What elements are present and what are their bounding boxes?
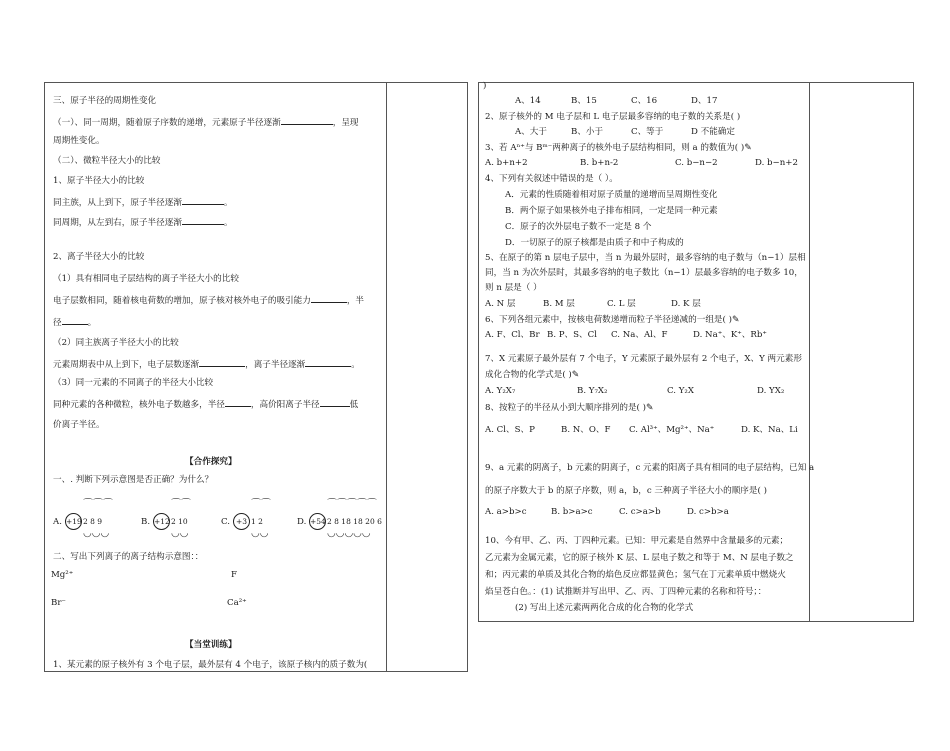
shell-arcs-icon: ⌒⌒ [171, 499, 191, 510]
option: C. L 层 [607, 299, 636, 309]
question-text: 的原子序数大于 b 的原子序数，则 a，b，c 三种离子半径大小的顺序是( ) [485, 486, 767, 496]
question-text: 5、在原子的第 n 层电子层中，当 n 为最外层时，最多容纳的电子数与（n−1）层相 [485, 253, 806, 263]
option: A. b+n+2 [485, 158, 528, 168]
atom-diagram-b [141, 495, 211, 543]
option: B、15 [571, 96, 597, 106]
question-text: 和；丙元素的单质及其化合物的焰色反应都显黄色；氢气在丁元素单质中燃烧火 [485, 570, 786, 580]
question-text: 一、. 判断下列示意图是否正确？为什么？ [53, 475, 214, 485]
fill-blank[interactable] [182, 196, 224, 205]
subsection-title: （二）、微粒半径大小的比较 [53, 156, 161, 166]
right-page-frame [478, 82, 914, 622]
ion-label-ca: Ca²⁺ [227, 598, 247, 608]
text: 。 [87, 318, 97, 328]
option: B. M 层 [543, 299, 575, 309]
text-line: 1、原子半径大小的比较 [53, 176, 145, 186]
question-text: 同，当 n 为次外层时，其最多容纳的电子数比（n−1）层最多容纳的电子数多 10， [485, 268, 803, 278]
question-text: 9、a 元素的阴离子，b 元素的阴离子，c 元素的阳离子具有相同的电子层结构，已知 a [485, 463, 815, 473]
text: 同周期，从左到右，原子半径逐渐 [53, 218, 182, 228]
option-row [485, 330, 767, 341]
question-text: 二、写出下列离子的离子结构示意图：： [53, 552, 204, 562]
electron-counts: 2 8 18 18 20 6 [327, 517, 382, 526]
ion-label-mg: Mg²⁺ [51, 570, 74, 580]
option: D 不能确定 [691, 127, 735, 137]
fill-blank[interactable] [182, 216, 224, 225]
shell-arcs-icon: ⌒⌒⌒⌒⌒ [327, 499, 377, 510]
left-page-frame [44, 82, 468, 672]
pen-mark-icon: ✎ [571, 370, 580, 380]
ion-label-f: F [231, 570, 237, 580]
text: 8、按粒子的半径从小到大顺序排列的是( ) [485, 403, 646, 413]
section-title: 三、原子半径的周期性变化 [53, 96, 157, 106]
option: D. YX₂ [757, 386, 785, 396]
fill-blank[interactable] [62, 316, 88, 325]
option-row [485, 386, 784, 397]
fill-blank[interactable] [305, 358, 351, 367]
electron-counts: 2 8 9 [83, 517, 103, 526]
text: 6、下列各组元素中，按核电荷数递增而粒子半径递减的一组是( ) [485, 315, 732, 325]
text: ，高价阳离子半径 [250, 400, 320, 410]
question-text: 2、原子核外的 M 电子层和 L 电子层最多容纳的电子数的关系是( ) [485, 112, 741, 122]
option-row [485, 425, 798, 436]
text: ，半 [346, 296, 365, 306]
left-margin-divider [386, 83, 387, 671]
shell-arcs-icon: ◡◡ [171, 528, 189, 539]
option-row [515, 127, 735, 138]
text: 径 [53, 318, 62, 328]
text-line [53, 116, 359, 129]
shell-arcs-icon: ◡◡ [251, 528, 269, 539]
fill-blank[interactable] [281, 116, 333, 125]
option: C. Al³⁺、Mg²⁺、Na⁺ [629, 425, 715, 435]
option: B. b>a>c [551, 507, 593, 517]
option: B. Y₇X₂ [577, 386, 608, 396]
atom-diagram-a [53, 495, 133, 543]
text-line [53, 196, 233, 209]
text-line: （1）具有相同电子层结构的离子半径大小的比较 [53, 274, 239, 284]
option: A、14 [515, 96, 541, 106]
option: C. Na、Al、F [611, 330, 668, 340]
option-label: C. [221, 517, 231, 527]
text: 电子层数相同，随着核电荷数的增加，原子核对核外电子的吸引能力 [53, 296, 311, 306]
section-heading-practice: 【当堂训练】 [185, 640, 237, 650]
option: A. Cl、S、P [485, 425, 535, 435]
fill-blank[interactable] [225, 398, 251, 407]
text: 3、若 Aⁿ⁺与 Bᵐ⁻两种离子的核外电子层结构相同，则 a 的数值为( ) [485, 143, 745, 153]
option: A. Y₂X₇ [485, 386, 516, 396]
text: 同主族，从上到下，原子半径逐渐 [53, 198, 182, 208]
pen-mark-icon: ✎ [744, 143, 752, 153]
ion-label-br: Br⁻ [51, 598, 66, 608]
text-line [53, 216, 233, 229]
option: C．原子的次外层电子数不一定是 8 个 [505, 222, 652, 232]
option-label: B. [141, 517, 151, 527]
text-line: 2、离子半径大小的比较 [53, 252, 145, 262]
question-text [485, 143, 752, 154]
fill-blank[interactable] [199, 358, 245, 367]
pen-mark-icon: ✎ [646, 403, 654, 413]
shell-arcs-icon: ◡◡◡ [83, 528, 110, 539]
text-line [53, 358, 360, 371]
question-text: (2) 写出上述元素两两化合成的化合物的化学式 [515, 603, 694, 613]
text: ) [483, 81, 487, 91]
option: C. b−n−2 [675, 158, 718, 168]
text-line: （2）同主族离子半径大小的比较 [53, 338, 179, 348]
question-text [485, 403, 654, 414]
option-label: A. [53, 517, 62, 527]
question-text: 7、X 元素原子最外层有 7 个电子，Y 元素原子最外层有 2 个电子，X、Y 两元素形 [485, 354, 802, 364]
option: D. Na⁺、K⁺、Rb⁺ [693, 330, 767, 340]
text: ，离子半径逐渐 [245, 360, 306, 370]
option: B. N、O、F [561, 425, 611, 435]
option: A. F、Cl、Br [485, 330, 540, 340]
option-row [485, 158, 798, 169]
question-text: 4、下列有关叙述中错误的是（ ）。 [485, 174, 618, 184]
section-heading-coop: 【合作探究】 [185, 457, 237, 467]
electron-counts: 1 2 [251, 517, 263, 526]
nucleus: +54 [309, 513, 326, 530]
option: C. c>a>b [619, 507, 661, 517]
option: A. N 层 [485, 299, 516, 309]
shell-arcs-icon: ◡◡◡◡◡ [327, 528, 371, 539]
question-text: 10、今有甲、乙、丙、丁四种元素。已知：甲元素是自然界中含量最多的元素； [485, 536, 789, 546]
option: D. b−n+2 [755, 158, 798, 168]
option: D．一切原子的原子核都是由质子和中子构成的 [505, 238, 684, 248]
option: D. K 层 [671, 299, 701, 309]
question-text [485, 315, 739, 326]
option: A、大于 [515, 127, 547, 137]
option: B. b+n-2 [580, 158, 619, 168]
text-line: 价离子半径。 [53, 420, 105, 430]
atom-diagram-c [221, 495, 281, 543]
option: D、17 [691, 96, 718, 106]
option-row [515, 96, 717, 107]
question-text: 则 n 层是（ ） [485, 283, 542, 293]
nucleus: +12 [153, 513, 170, 530]
option-row [485, 299, 701, 310]
option: C. Y₂X [667, 386, 694, 396]
option: A. a>b>c [485, 507, 527, 517]
question-text: 乙元素为金属元素，它的原子核外 K 层、L 层电子数之和等于 M、N 层电子数之 [485, 553, 794, 563]
text: 低 [349, 400, 359, 410]
question-text: 焰呈苍白色。：(1) 试推断并写出甲、乙、丙、丁四种元素的名称和符号；： [485, 587, 767, 597]
option: A．元素的性质随着相对原子质量的递增而呈周期性变化 [505, 190, 718, 200]
question-text: 1、某元素的原子核外有 3 个电子层，最外层有 4 个电子，该原子核内的质子数为( [53, 660, 368, 670]
option: D. c>b>a [687, 507, 729, 517]
atom-diagram-d [297, 495, 385, 543]
text: 元素周期表中从上到下，电子层数逐渐 [53, 360, 200, 370]
fill-blank[interactable] [311, 294, 347, 303]
text-line: 周期性变化。 [53, 136, 105, 146]
text-line: （3）同一元素的不同离子的半径大小比较 [53, 378, 214, 388]
option-row [485, 507, 729, 518]
nucleus: +19 [65, 513, 82, 530]
text: 同种元素的各种微粒，核外电子数越多，半径 [53, 400, 225, 410]
option: C、等于 [631, 127, 664, 137]
option: B. P、S、Cl [547, 330, 597, 340]
fill-blank[interactable] [320, 398, 350, 407]
option: B、小于 [571, 127, 604, 137]
text: （一）、同一周期，随着原子序数的递增，元素原子半径逐渐 [53, 118, 281, 128]
text: ，呈现 [332, 118, 359, 128]
question-text [485, 370, 579, 381]
text-line [53, 398, 358, 411]
text-line [53, 316, 96, 329]
text: 。 [223, 218, 233, 228]
electron-counts: 2 10 [171, 517, 188, 526]
shell-arcs-icon: ⌒⌒ [251, 499, 271, 510]
shell-arcs-icon: ⌒⌒⌒ [83, 499, 113, 510]
option: C、16 [631, 96, 658, 106]
text: 成化合物的化学式是( ) [485, 370, 572, 380]
text-line [53, 294, 364, 307]
right-margin-divider [809, 83, 810, 621]
text: 。 [223, 198, 233, 208]
option: D. K、Na、Li [741, 425, 798, 435]
text: 。 [351, 360, 360, 370]
pen-mark-icon: ✎ [731, 315, 740, 325]
option: B．两个原子如果核外电子排布相同，一定是同一种元素 [505, 206, 718, 216]
nucleus: +3 [233, 513, 250, 530]
option-label: D. [297, 517, 307, 527]
